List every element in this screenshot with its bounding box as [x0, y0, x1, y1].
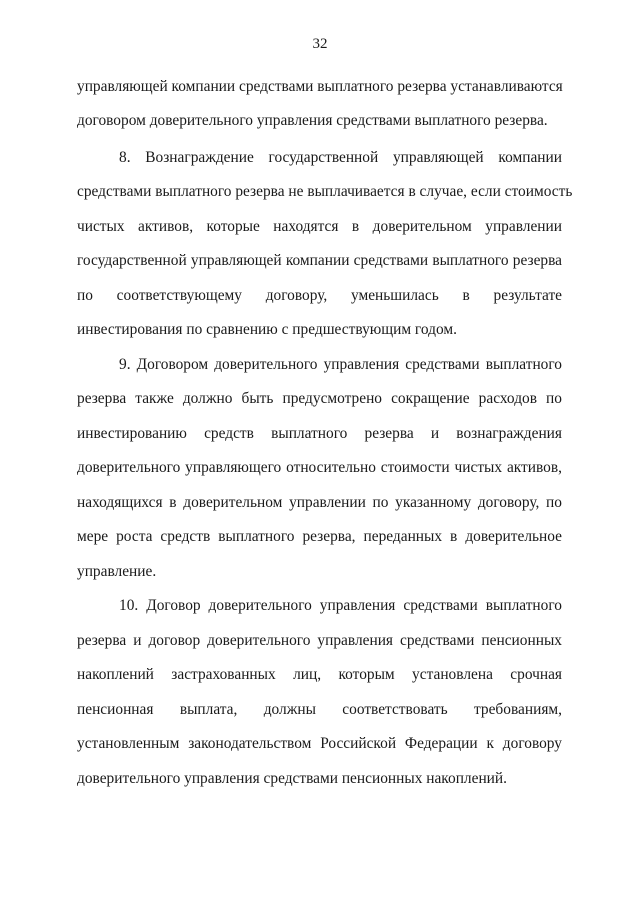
- text-line: резерва и договор доверительного управления средствами пенсионных: [77, 632, 562, 649]
- text-line: чистых активов, которые находятся в доверительном управлении: [77, 218, 562, 235]
- page-number: 32: [312, 36, 328, 52]
- text-line: мере роста средств выплатного резерва, переданных в доверительное: [77, 528, 562, 545]
- text-line: накоплений застрахованных лиц, которым установлена срочная: [77, 666, 562, 683]
- text-line: управляющей компании средствами выплатного резерва устанавливаются: [77, 78, 563, 95]
- text-line: договором доверительного управления средствами выплатного резерва.: [77, 112, 548, 129]
- text-line: инвестированию средств выплатного резерва и вознаграждения: [77, 425, 562, 442]
- paragraph-8-first-line: 8. Вознаграждение государственной управляющей компании: [119, 149, 562, 166]
- text-line: доверительного управления средствами пенсионных накоплений.: [77, 770, 508, 787]
- text-line: средствами выплатного резерва не выплачивается в случае, если стоимость: [77, 183, 573, 200]
- text-line: резерва также должно быть предусмотрено сокращение расходов по: [77, 390, 562, 407]
- text-line: находящихся в доверительном управлении по указанному договору, по: [77, 494, 562, 511]
- text-line: пенсионная выплата, должны соответствовать требованиям,: [77, 701, 562, 718]
- text-line: государственной управляющей компании средствами выплатного резерва: [77, 252, 562, 269]
- text-line: инвестирования по сравнению с предшествующим годом.: [77, 321, 457, 338]
- text-line: управление.: [77, 563, 157, 580]
- text-line: по соответствующему договору, уменьшилась в результате: [77, 287, 562, 304]
- text-line: установленным законодательством Российской Федерации к договору: [77, 735, 562, 752]
- paragraph-9-first-line: 9. Договором доверительного управления средствами выплатного: [119, 356, 562, 373]
- paragraph-10-first-line: 10. Договор доверительного управления средствами выплатного: [119, 597, 562, 614]
- text-line: доверительного управляющего относительно стоимости чистых активов,: [77, 459, 562, 476]
